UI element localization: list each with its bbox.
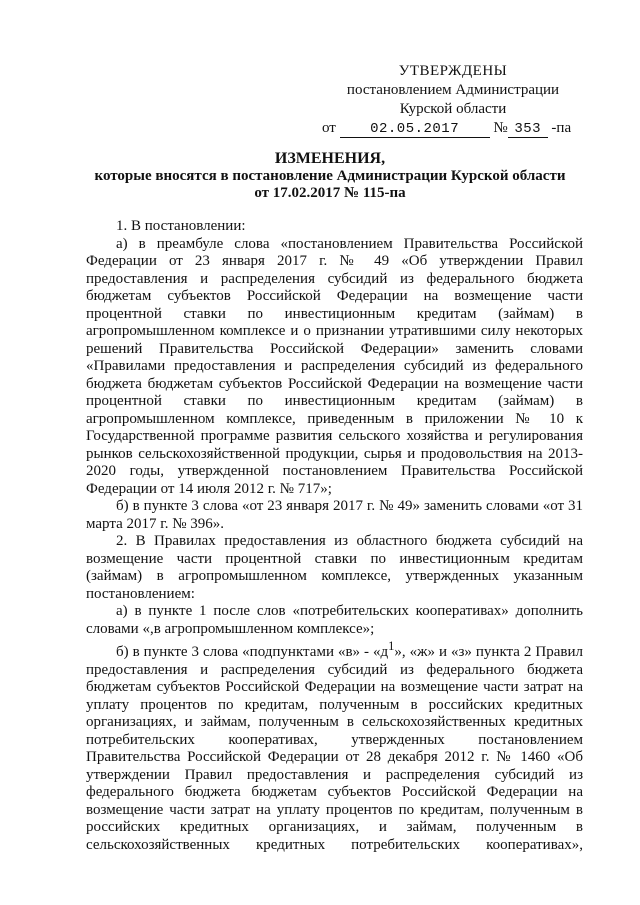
- document-title: ИЗМЕНЕНИЯ,: [274, 150, 386, 167]
- approval-title: УТВЕРЖДЕНЫ: [398, 63, 508, 79]
- approval-date-line: [318, 119, 588, 138]
- document-heading: [60, 150, 600, 202]
- approval-line-1: постановлением Администрации: [346, 82, 560, 98]
- approval-number-label: №: [493, 120, 508, 136]
- paragraph-2b-superscript: 1: [388, 639, 395, 653]
- document-subtitle-line-1: которые вносятся в постановление Администрации Курской области: [94, 168, 566, 184]
- approval-number: 353: [508, 121, 548, 138]
- paragraph-1b: б) в пункте 3 слова «от 23 января 2017 г. № 49» заменить словами «от 31 марта 2017 г. № 396».: [86, 498, 583, 532]
- paragraph-1: 1. В постановлении:: [116, 218, 246, 234]
- document-body: [86, 218, 583, 854]
- paragraph-2: 2. В Правилах предоставления из областного бюджета субсидий на возмещение части процентной ставки по инвестиционным кредитам (займам) в агропромышленном комплексе, утвержденных указанным постановлением:: [86, 533, 583, 602]
- approval-date: 02.05.2017: [340, 121, 490, 138]
- approval-from-label: от: [322, 120, 336, 136]
- approval-number-suffix: -па: [551, 120, 572, 136]
- document-subtitle-line-2: от 17.02.2017 № 115-па: [254, 185, 406, 201]
- approval-line-2: Курской области: [399, 101, 507, 117]
- paragraph-1a: а) в преамбуле слова «постановлением Правительства Российской Федерации от 23 января 2017 г. № 49 «Об утверждении Правил предоставления и распределения субсидий из федерального бюджета бюджетам субъектов Российской Федерации на возмещение части процентной ставки по инвестиционным кредитам (займам) в агропромышленном комплексе и о признании утратившими силу некоторых решений Правительства Российской Федерации» заменить словами «Правилами предоставления и распределения субсидий из федерального бюджета бюджетам субъектов Российской Федерации на возмещение части процентной ставки по инвестиционным кредитам (займам) в агропромышленном комплексе, приведенным в приложении № 10 к Государственной программе развития сельского хозяйства и регулирования рынков сельскохозяйственной продукции, сырья и продовольствия на 2013-2020 годы, утвержденной постановлением Правительства Российской Федерации от 14 июля 2012 г. № 717»;: [86, 235, 583, 497]
- paragraph-2b: [86, 638, 583, 854]
- paragraph-2b-rest: », «ж» и «з» пункта 2 Правил предоставления и распределения субсидий из федерального бюджета бюджетам субъектов Российской Федерации на возмещение части затрат на уплату процентов по кредитам, полученным в российских кредитных организациях, и займам, полученным в сельскохозяйственных кредитных потребительских кооперативах, утвержденных постановлением Правительства Российской Федерации от 28 декабря 2012 г. № 1460 «Об утверждении Правил предоставления и распределения субсидий из федерального бюджета бюджетам субъектов Российской Федерации на возмещение части затрат на уплату процентов по кредитам, полученным в российских кредитных организациях, и займам, полученным в сельскохозяйственных кредитных потребительских кооперативах»,: [86, 644, 583, 853]
- paragraph-2b-start: б) в пункте 3 слова «подпунктами «в» - «д: [116, 644, 389, 660]
- approval-stamp: [318, 62, 588, 138]
- paragraph-2a: а) в пункте 1 после слов «потребительских кооперативах» дополнить словами «,в агропромышленном комплексе»;: [86, 603, 583, 637]
